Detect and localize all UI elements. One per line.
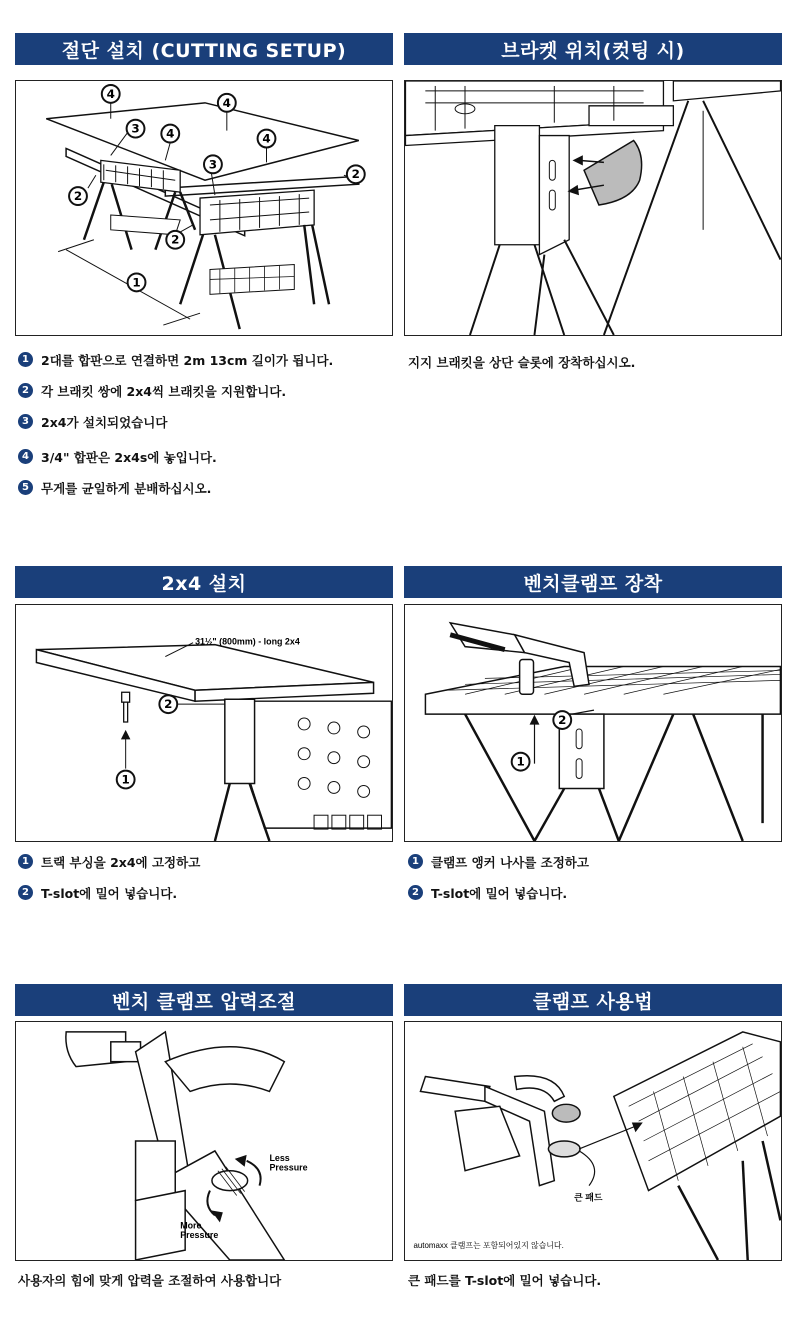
clamp-pressure-illustration <box>15 1021 393 1261</box>
bracket-caption: 지지 브래킷을 상단 슬롯에 장착하십시오. <box>408 355 636 370</box>
bench-clamp-mount-title: 벤치클램프 장착 <box>523 572 663 595</box>
step-text: 2대를 합판으로 연결하면 2m 13cm 길이가 됩니다. <box>41 352 334 368</box>
cutting-step-5 <box>18 472 398 503</box>
clamp-not-included-note: automaxx 클램프는 포함되어있지 않습니다. <box>413 1241 564 1251</box>
bracket-position-drawing <box>405 81 781 335</box>
step-number: 1 <box>18 352 33 367</box>
svg-text:4: 4 <box>166 126 175 141</box>
clamp-pressure-header <box>15 984 393 1016</box>
step-number: 2 <box>18 383 33 398</box>
svg-text:Pressure: Pressure <box>180 1230 219 1241</box>
clamp-usage-caption: 큰 패드를 T-slot에 밀어 넣습니다. <box>408 1273 602 1288</box>
cutting-step-1 <box>18 344 398 375</box>
callout-3-a <box>127 120 145 138</box>
callout-1 <box>128 273 146 291</box>
small-pad-shape <box>552 1104 580 1122</box>
clamp-step-1 <box>408 846 788 877</box>
svg-text:Less: Less <box>269 1152 290 1163</box>
svg-text:3: 3 <box>208 157 218 172</box>
install-2x4-steps <box>18 846 398 908</box>
callout-4-a <box>102 85 120 103</box>
svg-text:2: 2 <box>171 232 180 247</box>
clamp-step-2 <box>408 877 788 908</box>
callout-1 <box>512 753 530 771</box>
clamp-pressure-drawing <box>16 1022 392 1260</box>
svg-text:2: 2 <box>164 697 173 712</box>
step-text: 3/4" 합판은 2x4s에 놓입니다. <box>41 449 217 465</box>
clamp-usage-illustration <box>404 1021 782 1261</box>
svg-text:4: 4 <box>222 95 231 110</box>
cutting-step-2 <box>18 375 398 406</box>
callout-2 <box>553 711 571 729</box>
bench-clamp-mount-drawing <box>405 605 781 841</box>
step-number: 3 <box>18 414 33 429</box>
install-step-2 <box>18 877 398 908</box>
bench-clamp-mount-header <box>404 566 782 598</box>
less-pressure-label <box>269 1153 307 1173</box>
install-2x4-header <box>15 566 393 598</box>
clamp-usage-header <box>404 984 782 1016</box>
install-2x4-drawing <box>16 605 392 841</box>
install-step-1 <box>18 846 398 877</box>
step-text: T-slot에 밀어 넣습니다. <box>431 885 568 901</box>
step-number: 2 <box>18 885 33 900</box>
bracket-position-title: 브라켓 위치(컷팅 시) <box>501 39 685 62</box>
cutting-step-3 <box>18 406 398 437</box>
svg-text:More: More <box>180 1220 202 1231</box>
step-text: 클램프 앵커 나사를 조정하고 <box>431 854 589 870</box>
svg-text:4: 4 <box>262 131 271 146</box>
svg-text:2: 2 <box>351 167 360 182</box>
install-2x4-illustration <box>15 604 393 842</box>
callout-4-c <box>161 125 179 143</box>
svg-text:2: 2 <box>73 189 83 204</box>
callout-4-b <box>218 94 236 112</box>
cutting-setup-steps <box>18 344 398 503</box>
svg-text:Pressure: Pressure <box>269 1162 308 1173</box>
step-text: 2x4가 설치되었습니다 <box>41 414 168 430</box>
svg-text:1: 1 <box>132 275 141 290</box>
large-pad-label: 큰 패드 <box>574 1192 603 1203</box>
step-number: 5 <box>18 480 33 495</box>
svg-text:4: 4 <box>106 86 115 101</box>
clamp-pressure-caption: 사용자의 힘에 맞게 압력을 조절하여 사용합니다 <box>18 1273 282 1288</box>
svg-text:1: 1 <box>516 754 525 769</box>
callout-1 <box>117 771 135 789</box>
cutting-setup-header <box>15 33 393 65</box>
callout-4-d <box>258 130 276 148</box>
install-2x4-dimension-label: 31½" (800mm) - long 2x4 <box>195 636 300 647</box>
bench-clamp-mount-illustration <box>404 604 782 842</box>
clamp-usage-drawing <box>405 1022 781 1260</box>
step-number: 2 <box>408 885 423 900</box>
callout-2-a <box>69 187 87 205</box>
support-bracket-shape <box>584 141 642 205</box>
step-text: 무게를 균일하게 분배하십시오. <box>41 480 212 496</box>
step-number: 1 <box>408 854 423 869</box>
step-text: T-slot에 밀어 넣습니다. <box>41 885 178 901</box>
cutting-setup-drawing <box>16 81 392 335</box>
callout-2 <box>159 695 177 713</box>
svg-text:3: 3 <box>131 121 140 136</box>
cutting-step-4 <box>18 441 398 472</box>
svg-text:2: 2 <box>558 712 567 727</box>
callout-3-b <box>204 155 222 173</box>
step-number: 1 <box>18 854 33 869</box>
step-text: 각 브래킷 쌍에 2x4씩 브래킷을 지원합니다. <box>41 383 287 399</box>
step-text: 트랙 부싱을 2x4에 고정하고 <box>41 854 201 870</box>
bracket-position-illustration <box>404 80 782 336</box>
clamp-pressure-title: 벤치 클램프 압력조절 <box>112 990 296 1013</box>
bench-clamp-mount-steps <box>408 846 788 908</box>
callout-2-b <box>166 231 184 249</box>
large-pad-shape <box>548 1141 580 1157</box>
step-number: 4 <box>18 449 33 464</box>
svg-text:1: 1 <box>121 772 130 787</box>
install-2x4-title: 2x4 설치 <box>161 572 247 595</box>
clamp-usage-title: 클램프 사용법 <box>532 990 654 1013</box>
callout-2-c <box>347 165 365 183</box>
cutting-setup-title: 절단 설치 (CUTTING SETUP) <box>61 39 347 62</box>
bracket-position-header <box>404 33 782 65</box>
cutting-setup-illustration <box>15 80 393 336</box>
